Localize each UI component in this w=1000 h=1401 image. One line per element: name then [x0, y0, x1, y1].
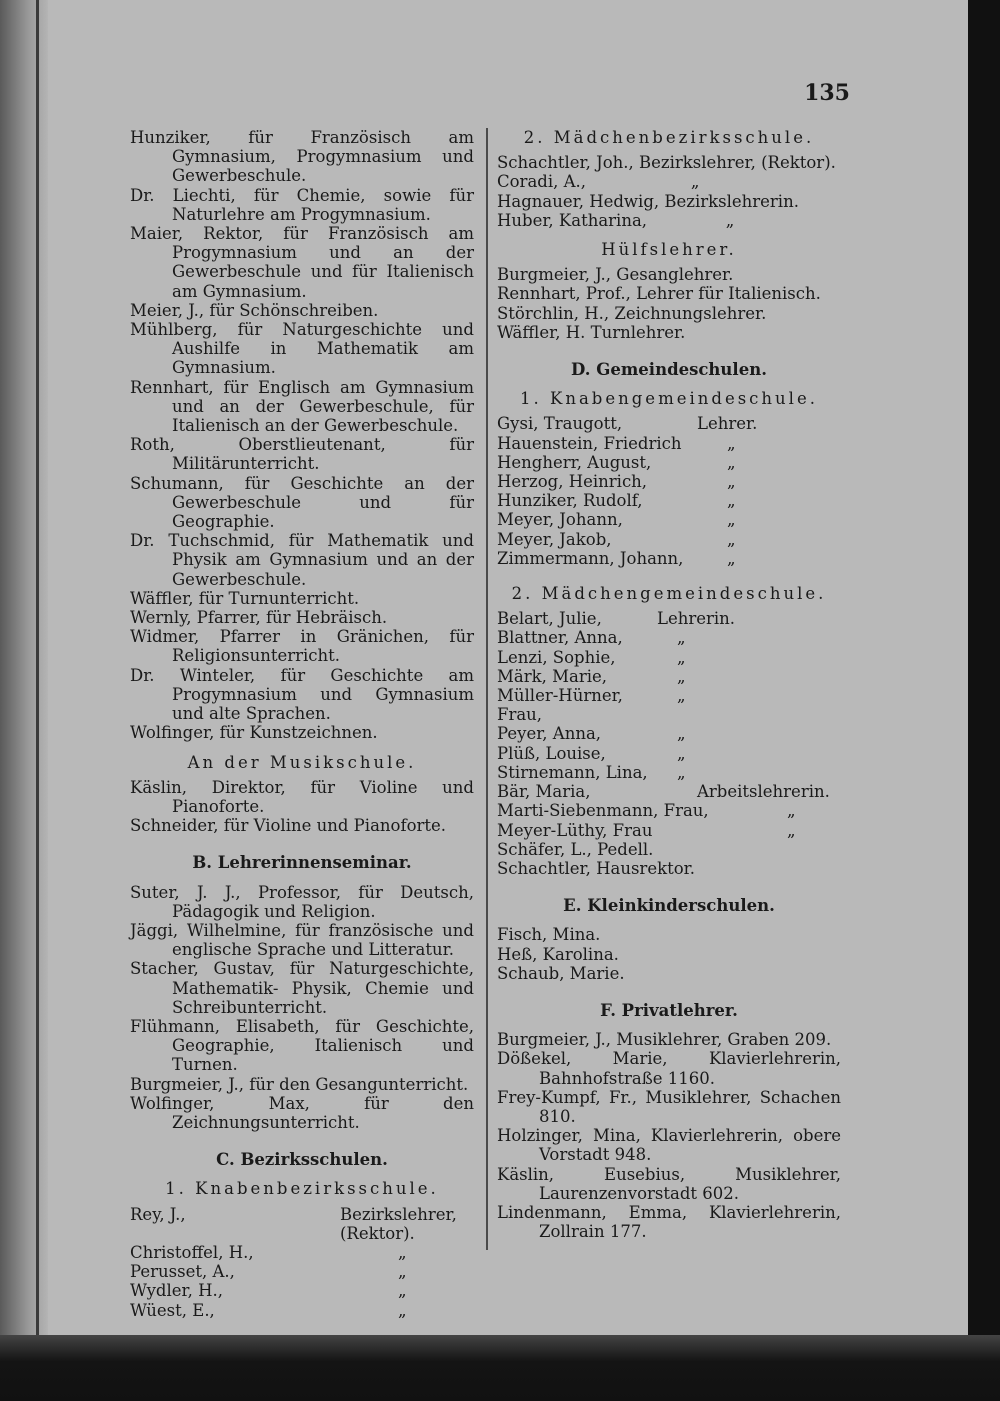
teacher-role: Lehrerin.	[657, 609, 736, 629]
teacher-name: Plüß, Louise,	[497, 743, 606, 763]
list-item: Meier, J., für Schönschreiben.	[130, 300, 379, 320]
list-item: Maier, Rektor, für Französisch am Progymnasium und an der Gewerbeschule und für Italienisch am Gymnasium.	[130, 224, 474, 301]
teacher-name: Meyer, Johann,	[497, 510, 623, 530]
teacher-name: Hunziker, Rudolf,	[497, 491, 643, 511]
teacher-name: Peyer, Anna,	[497, 724, 602, 744]
knabenbezirksschule-heading: 1. Knabenbezirksschule.	[165, 1179, 439, 1199]
list-item: Heß, Karolina.	[497, 944, 619, 964]
table-row	[497, 840, 841, 859]
maedchengemeindeschule-heading: 2. Mädchengemeindeschule.	[511, 584, 827, 604]
teacher-name: Perusset, A.,	[130, 1262, 235, 1282]
list-item: Wolfinger, für Kunstzeichnen.	[130, 723, 378, 743]
table-row	[497, 821, 841, 840]
list-item: Jäggi, Wilhelmine, für französische und englische Sprache und Litteratur.	[130, 920, 474, 960]
ditto-mark: „	[677, 762, 686, 782]
list-item: Roth, Oberstlieutenant, für Militärunterricht.	[130, 435, 474, 474]
table-row	[497, 434, 841, 453]
list-item: Burgmeier, J., Gesanglehrer.	[497, 265, 734, 285]
list-item: Käslin, Direktor, für Violine und Pianoforte.	[130, 777, 474, 816]
list-item: Suter, J. J., Professor, für Deutsch, Pädagogik und Religion.	[130, 882, 474, 921]
list-item: Hagnauer, Hedwig, Bezirkslehrerin.	[497, 191, 799, 211]
list-item: Hunziker, für Französisch am Gymnasium, Progymnasium und Gewerbeschule.	[130, 128, 474, 186]
teacher-name: Herzog, Heinrich,	[497, 472, 648, 492]
teacher-name: Schachtler, Hausrektor.	[497, 858, 695, 878]
table-row	[130, 1262, 474, 1281]
spine-shadow	[36, 0, 39, 1401]
table-row	[497, 530, 841, 549]
huelfslehrer-heading: Hülfslehrer.	[601, 240, 737, 260]
teacher-name: Meyer-Lüthy, Frau	[497, 820, 653, 840]
ditto-mark: „	[677, 647, 686, 667]
ditto-mark: „	[398, 1262, 407, 1282]
teacher-name: Blattner, Anna,	[497, 628, 623, 648]
table-row	[497, 859, 841, 878]
ditto-mark: „	[398, 1281, 407, 1301]
list-item: Lindenmann, Emma, Klavierlehrerin, Zollrain 177.	[497, 1202, 841, 1242]
table-row	[497, 667, 841, 686]
section-c-heading: C. Bezirksschulen.	[216, 1150, 388, 1170]
table-row	[130, 1243, 474, 1262]
teacher-name: Christoffel, H.,	[130, 1242, 254, 1262]
teacher-name: Zimmermann, Johann,	[497, 548, 684, 568]
teacher-name: Belart, Julie,	[497, 609, 602, 629]
list-item: Wolfinger, Max, für den Zeichnungsunterricht.	[130, 1093, 474, 1132]
teacher-name: Gysi, Traugott,	[497, 414, 623, 434]
teacher-role: Arbeitslehrerin.	[697, 782, 830, 802]
ditto-mark: „	[677, 743, 686, 763]
teacher-name: Lenzi, Sophie,	[497, 647, 616, 667]
list-item: Fisch, Mina.	[497, 925, 601, 945]
teacher-name: Rey, J.,	[130, 1204, 186, 1224]
table-row	[130, 1205, 474, 1243]
teacher-role: Bezirkslehrer, (Rektor).	[340, 1204, 457, 1243]
list-item: Widmer, Pfarrer in Gränichen, für Religionsunterricht.	[130, 627, 474, 666]
ditto-mark: „	[677, 628, 686, 648]
section-f-heading: F. Privatlehrer.	[600, 1000, 738, 1020]
table-row	[497, 724, 841, 743]
table-row	[497, 472, 841, 491]
list-item: Störchlin, H., Zeichnungslehrer.	[497, 303, 767, 323]
table-row	[497, 782, 841, 801]
list-item: Schachtler, Joh., Bezirkslehrer, (Rektor).	[497, 153, 836, 173]
table-row	[497, 648, 841, 667]
list-item: Dr. Tuchschmid, für Mathematik und Physik am Gymnasium und an der Gewerbeschule.	[130, 531, 474, 589]
gymnasium-teacher-list	[130, 128, 474, 743]
teacher-name: Meyer, Jakob,	[497, 529, 612, 549]
ditto-mark: „	[677, 686, 686, 706]
ditto-mark: „	[727, 510, 736, 530]
list-item: Coradi, A., „	[497, 172, 700, 192]
column-divider	[486, 128, 488, 1250]
ditto-mark: „	[677, 666, 686, 686]
teacher-name: Märk, Marie,	[497, 666, 608, 686]
teacher-name: Hengherr, August,	[497, 452, 652, 472]
list-item: Rennhart, für Englisch am Gymnasium und an der Gewerbeschule, für Italienisch an der Gewerbeschule.	[130, 377, 474, 436]
list-item: Wäffler, H. Turnlehrer.	[497, 322, 686, 342]
maedchenbezirksschule-heading: 2. Mädchenbezirksschule.	[523, 128, 815, 147]
list-item: Schneider, für Violine und Pianoforte.	[130, 816, 447, 836]
table-row	[497, 491, 841, 510]
list-item: Dr. Winteler, für Geschichte am Progymnasium und Gymnasium und alte Sprachen.	[130, 665, 474, 724]
table-row	[497, 549, 841, 568]
list-item: Mühlberg, für Naturgeschichte und Aushilfe in Mathematik am Gymnasium.	[130, 320, 474, 378]
teacher-name: Marti-Siebenmann, Frau,	[497, 801, 709, 821]
list-item: Wäffler, für Turnunterricht.	[130, 588, 360, 608]
left-column	[130, 128, 474, 1320]
teacher-name: Wydler, H.,	[130, 1281, 223, 1301]
ditto-mark: „	[727, 548, 736, 568]
ditto-mark: „	[787, 801, 796, 821]
ditto-mark: „	[398, 1242, 407, 1262]
list-item: Schaub, Marie.	[497, 963, 625, 983]
list-item: Rennhart, Prof., Lehrer für Italienisch.	[497, 284, 821, 304]
ditto-mark: „	[677, 724, 686, 744]
section-b-heading: B. Lehrerinnenseminar.	[192, 853, 412, 873]
teacher-name: Wüest, E.,	[130, 1300, 215, 1320]
ditto-mark: „	[727, 491, 736, 511]
table-row	[130, 1281, 474, 1300]
section-e-heading: E. Kleinkinderschulen.	[563, 896, 775, 916]
page-number: 135	[804, 80, 850, 106]
table-row	[497, 744, 841, 763]
list-item: Holzinger, Mina, Klavierlehrerin, obere Vorstadt 948.	[497, 1126, 841, 1165]
list-item: Frey-Kumpf, Fr., Musiklehrer, Schachen 810.	[497, 1087, 841, 1126]
teacher-name: Hauenstein, Friedrich	[497, 433, 682, 453]
table-row	[130, 1301, 474, 1320]
right-column	[497, 128, 841, 1241]
knabengemeindeschule-heading: 1. Knabengemeindeschule.	[520, 389, 818, 409]
teacher-name: Stirnemann, Lina,	[497, 762, 648, 782]
table-row	[497, 763, 841, 782]
table-row	[497, 414, 841, 433]
list-item: Schumann, für Geschichte an der Gewerbeschule und für Geographie.	[130, 473, 474, 532]
ditto-mark: „	[398, 1300, 407, 1320]
teacher-name: Müller-Hürner, Frau,	[497, 686, 623, 725]
table-row	[497, 510, 841, 529]
list-item: Stacher, Gustav, für Naturgeschichte, Mathematik- Physik, Chemie und Schreibunterricht.	[130, 959, 474, 1017]
table-row	[497, 609, 841, 628]
ditto-mark: „	[727, 529, 736, 549]
list-item: Dößekel, Marie, Klavierlehrerin, Bahnhofstraße 1160.	[497, 1049, 841, 1088]
musikschule-heading: An der Musikschule.	[187, 752, 417, 772]
table-row	[497, 686, 841, 724]
list-item: Burgmeier, J., für den Gesangunterricht.	[130, 1074, 469, 1094]
scan-background-right	[968, 0, 1000, 1401]
page-gutter	[0, 0, 48, 1401]
teacher-role: Lehrer.	[697, 414, 758, 434]
list-item: Käslin, Eusebius, Musiklehrer, Laurenzenvorstadt 602.	[497, 1164, 841, 1203]
list-item: Flühmann, Elisabeth, für Geschichte, Geographie, Italienisch und Turnen.	[130, 1016, 474, 1075]
list-item: Dr. Liechti, für Chemie, sowie für Naturlehre am Progymnasium.	[130, 185, 474, 224]
list-item: Burgmeier, J., Musiklehrer, Graben 209.	[497, 1030, 832, 1050]
table-row	[497, 628, 841, 647]
table-row	[497, 801, 841, 820]
list-item: Huber, Katharina, „	[497, 210, 735, 230]
scan-background-bottom	[0, 1335, 1000, 1401]
ditto-mark: „	[727, 433, 736, 453]
table-row	[497, 453, 841, 472]
list-item: Wernly, Pfarrer, für Hebräisch.	[130, 608, 388, 628]
teacher-name: Schäfer, L., Pedell.	[497, 839, 654, 859]
ditto-mark: „	[787, 820, 796, 840]
teacher-name: Bär, Maria,	[497, 782, 591, 802]
section-d-heading: D. Gemeindeschulen.	[571, 360, 767, 380]
ditto-mark: „	[727, 472, 736, 492]
ditto-mark: „	[727, 452, 736, 472]
